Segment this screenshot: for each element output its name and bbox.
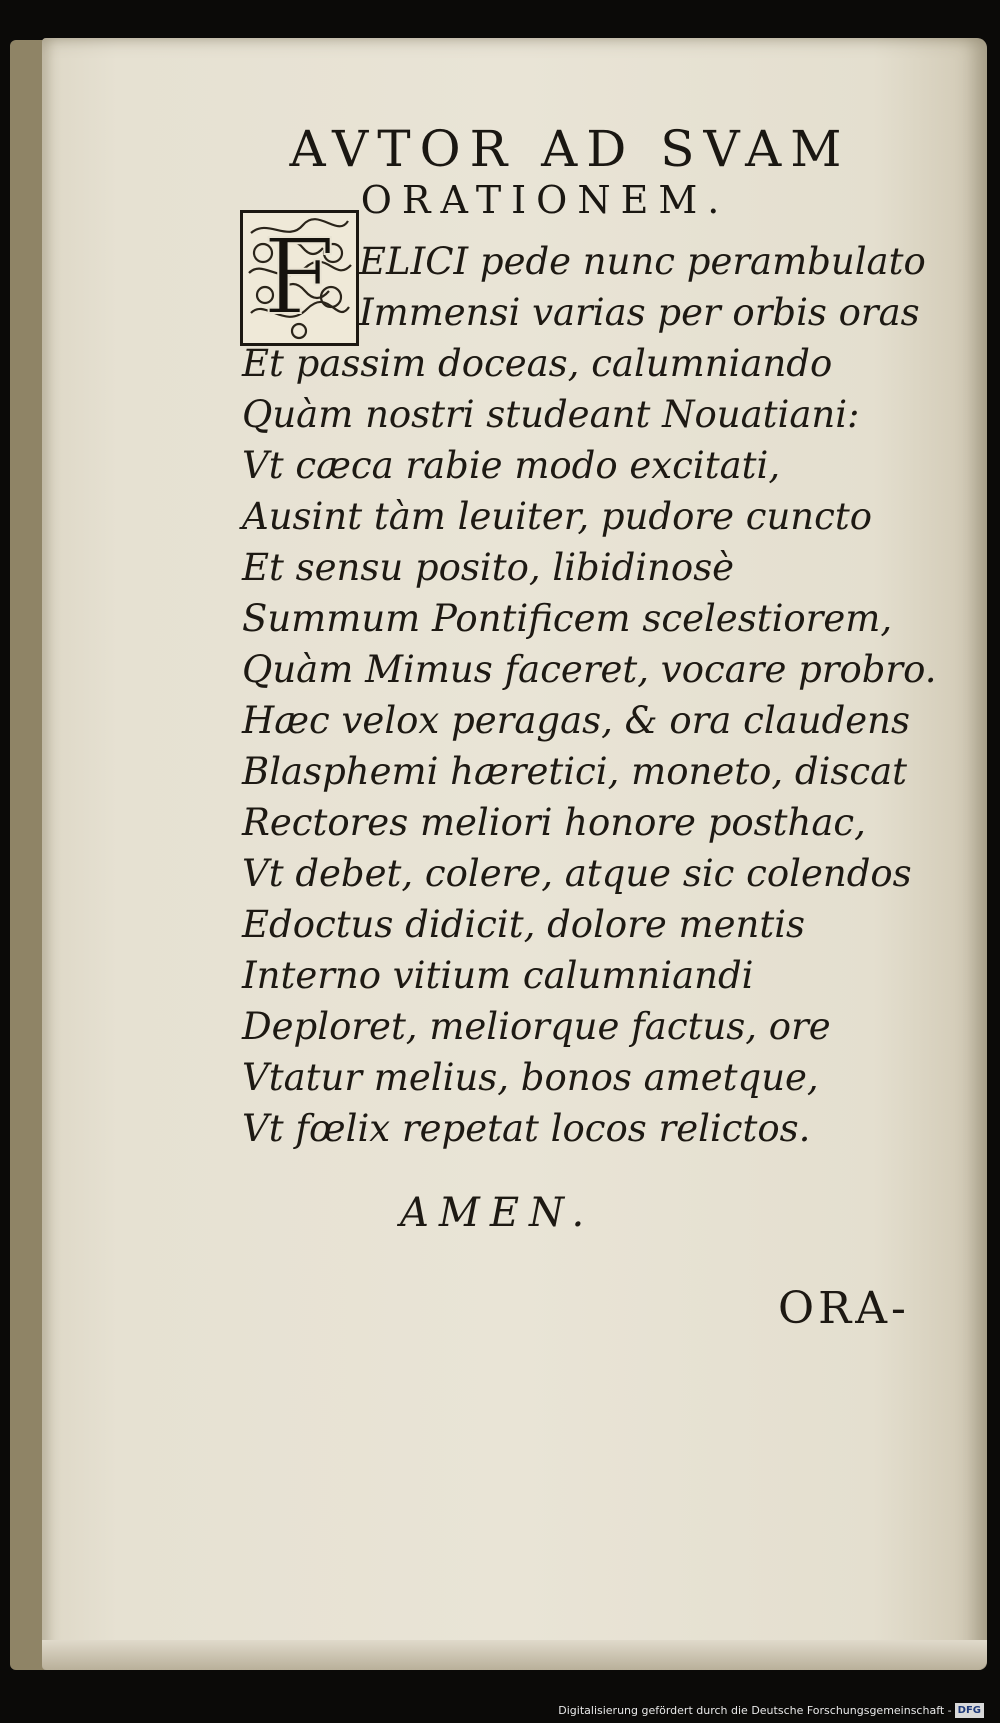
verse-line: Edoctus didicit, dolore mentis xyxy=(242,903,806,946)
initial-letter: F xyxy=(262,216,336,338)
verse-line: Vtatur melius, bonos ametque, xyxy=(242,1056,819,1099)
verse-line: Hæc velox peragas, & ora claudens xyxy=(242,699,910,742)
dfg-logo: DFG xyxy=(955,1703,984,1718)
verse-line: Vt debet, colere, atque sic colendos xyxy=(242,852,912,895)
page-bottom-edge xyxy=(42,1640,987,1670)
title-line-1: AVTOR AD SVAM xyxy=(289,120,851,178)
verse-line: Immensi varias per orbis oras xyxy=(359,291,920,334)
verse-line: Blasphemi hæretici, moneto, discat xyxy=(242,750,908,793)
verse-line: Et passim doceas, calumniando xyxy=(242,342,833,385)
verse-line: Quàm Mimus faceret, vocare probro. xyxy=(242,648,937,691)
catchword: ORA- xyxy=(778,1283,910,1334)
footer xyxy=(558,1701,984,1719)
verse-line: Vt fœlix repetat locos relictos. xyxy=(242,1107,811,1150)
verse-line: Rectores meliori honore posthac, xyxy=(242,801,866,844)
verse-line: ELICI pede nunc perambulato xyxy=(359,240,926,283)
verse-line: Summum Pontificem scelestiorem, xyxy=(242,597,893,640)
footer-text: Digitalisierung gefördert durch die Deutsche Forschungsgemeinschaft - xyxy=(558,1703,952,1717)
amen: AMEN. xyxy=(400,1190,595,1236)
verse-line: Vt cæca rabie modo excitati, xyxy=(242,444,781,487)
poem-verses xyxy=(242,236,937,1154)
title-line-2: ORATIONEM. xyxy=(360,178,730,222)
verse-line: Ausint tàm leuiter, pudore cuncto xyxy=(242,495,872,538)
verse-line: Deploret, meliorque factus, ore xyxy=(242,1005,831,1048)
verse-line: Interno vitium calumniandi xyxy=(242,954,754,997)
verse-line: Quàm nostri studeant Nouatiani: xyxy=(242,393,860,436)
verse-line: Et sensu posito, libidinosè xyxy=(242,546,735,589)
